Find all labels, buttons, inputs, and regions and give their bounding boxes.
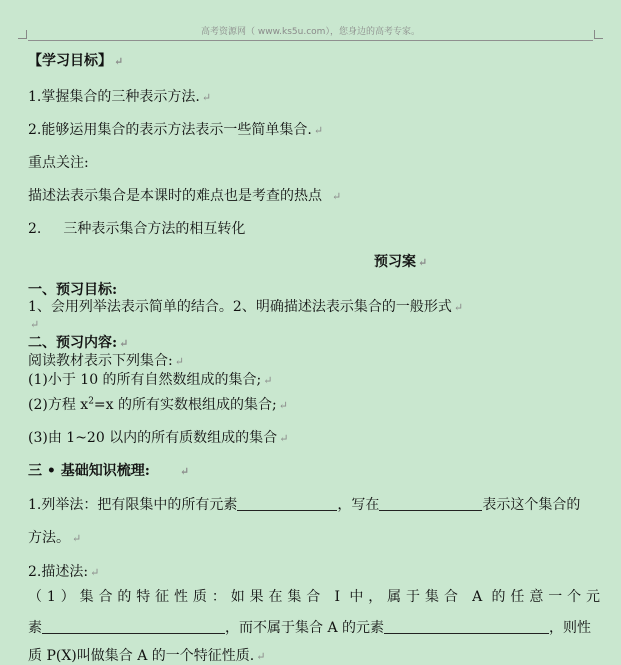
paragraph-mark-icon: ↵ <box>72 532 82 545</box>
enumeration-definition-end: 方法。 ↵ <box>28 530 82 546</box>
paragraph-mark-icon: ↵ <box>30 318 40 331</box>
paragraph-mark-icon: ↵ <box>179 465 190 478</box>
property-line-1: （1）集合的特征性质：如果在集合 I 中，属于集合 A 的任意一个元 <box>28 589 600 605</box>
section-1-text: 1、会用列举法表示简单的结合。2、明确描述法表示集合的一般形式 ↵ <box>28 299 464 315</box>
page-header: 高考资源网（ www.ks5u.com），您身边的高考专家。 <box>28 24 593 41</box>
empty-paragraph <box>28 316 39 332</box>
property-line-2: 素 ，而不属于集合 A 的元素 ，则性 <box>28 620 592 636</box>
paragraph-mark-icon: ↵ <box>332 190 342 203</box>
goal-title: 【学习目标】 ↵ <box>28 53 124 69</box>
question-1: (1)小于 10 的所有自然数组成的集合; ↵ <box>28 372 273 388</box>
section-1-title: 一、预习目标: <box>28 282 118 298</box>
blank-line <box>237 496 337 511</box>
paragraph-mark-icon: ↵ <box>263 374 273 387</box>
item-2: 2. 三种表示集合方法的相互转化 <box>28 221 246 237</box>
paragraph-mark-icon: ↵ <box>418 256 428 269</box>
paragraph-mark-icon: ↵ <box>279 432 289 445</box>
description-title: 2.描述法: ↵ <box>28 564 100 580</box>
paragraph-mark-icon: ↵ <box>453 301 464 314</box>
read-instruction: 阅读教材表示下列集合: ↵ <box>28 353 184 369</box>
paragraph-mark-icon: ↵ <box>278 399 288 412</box>
blank-line <box>384 619 549 634</box>
blank-line <box>379 496 482 511</box>
blank-line <box>42 619 225 634</box>
question-3: (3)由 1~20 以内的所有质数组成的集合 ↵ <box>28 430 289 446</box>
focus-label: 重点关注: <box>28 155 89 171</box>
section-2-title: 二、预习内容: ↵ <box>28 335 129 351</box>
margin-corner-left <box>18 30 27 39</box>
paragraph-mark-icon: ↵ <box>114 55 124 68</box>
goal-1: 1.掌握集合的三种表示方法. ↵ <box>28 89 212 105</box>
focus-text: 描述法表示集合是本课时的难点也是考查的热点 ↵ <box>28 188 342 204</box>
case-title: 预习案 ↵ <box>374 254 428 270</box>
paragraph-mark-icon: ↵ <box>201 91 212 104</box>
goal-2: 2.能够运用集合的表示方法表示一些简单集合. ↵ <box>28 122 324 138</box>
paragraph-mark-icon: ↵ <box>256 650 266 663</box>
section-3-title: 三 • 基础知识梳理: ↵ <box>28 463 190 479</box>
paragraph-mark-icon: ↵ <box>119 337 129 350</box>
property-line-3: 质 P(X)叫做集合 A 的一个特征性质. ↵ <box>28 648 266 664</box>
paragraph-mark-icon: ↵ <box>90 566 100 579</box>
enumeration-definition: 1.列举法：把有限集中的所有元素 ，写在 表示这个集合的 <box>28 497 581 513</box>
paragraph-mark-icon: ↵ <box>313 124 324 137</box>
paragraph-mark-icon: ↵ <box>174 355 184 368</box>
margin-corner-right <box>594 30 603 39</box>
question-2: (2)方程 $x^2=x$ 的所有实数根组成的集合; ↵ <box>28 396 288 413</box>
